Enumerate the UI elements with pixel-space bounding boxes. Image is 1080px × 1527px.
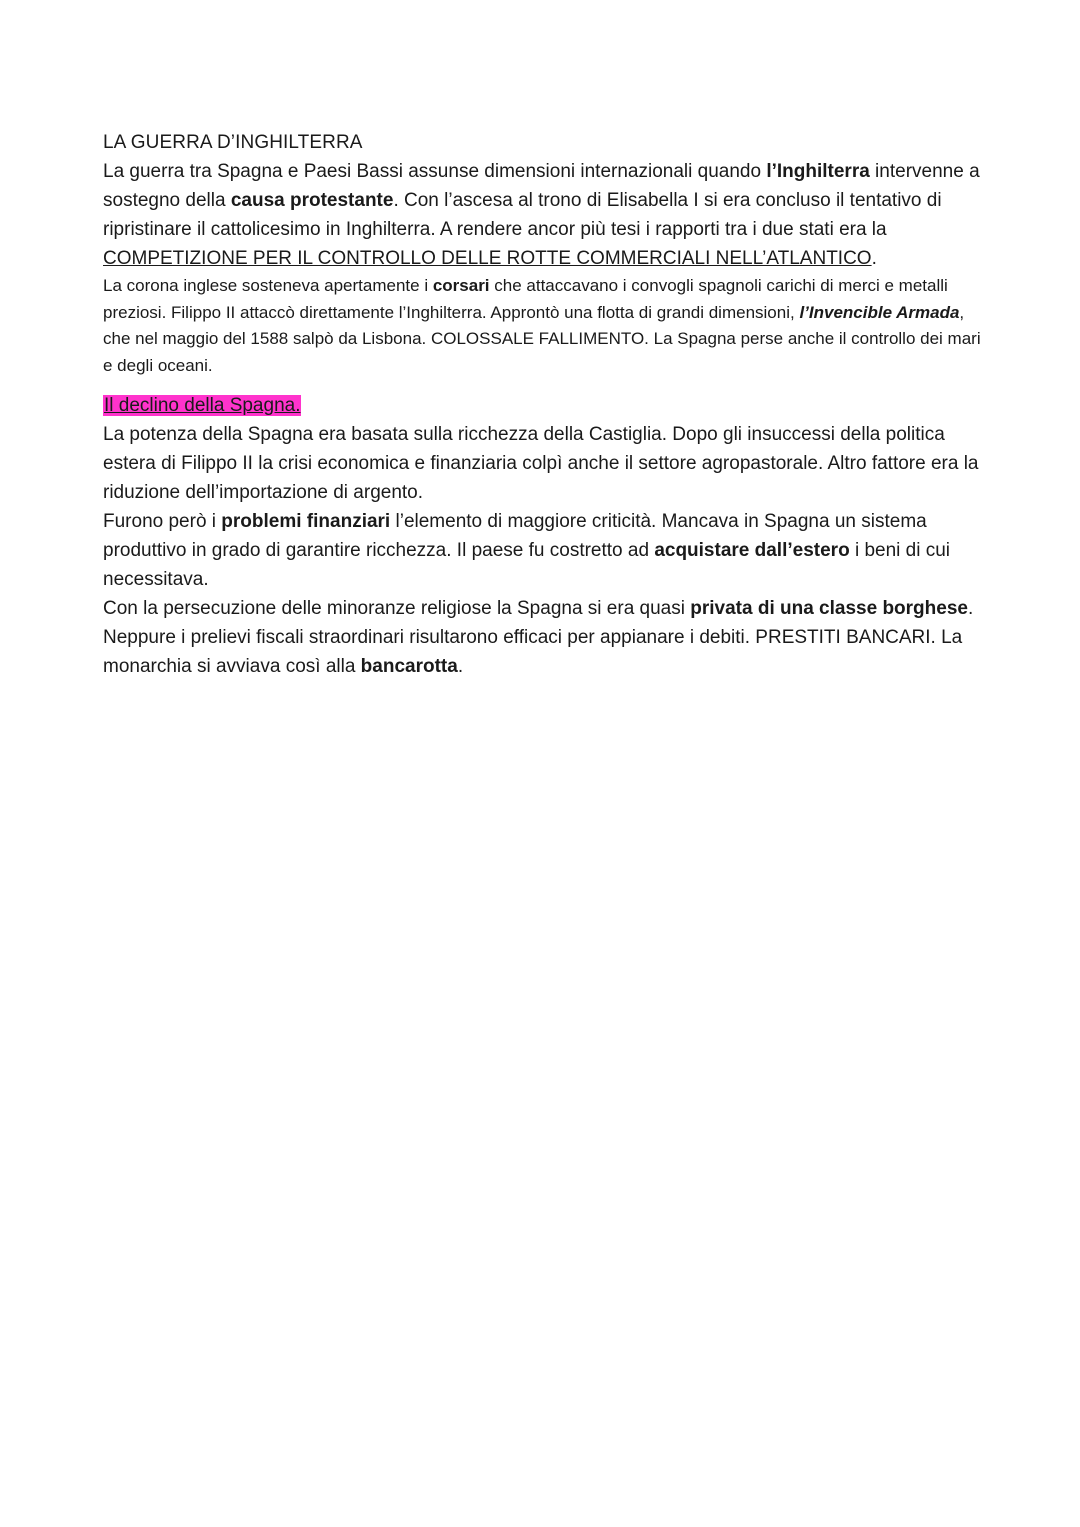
text-run: . Con l’ascesa al trono di Elisabella I si era concluso il tentativo di ripristinare il cattolicesimo in Inghilterra. A rendere ancor più tesi i rapporti tra i due stati era la	[103, 190, 942, 240]
document-body	[103, 128, 983, 681]
text-run: . Neppure i prelievi fiscali straordinari risultarono efficaci per appianare i debiti. PRESTITI BANCARI. La monarchia si avviava così alla	[103, 598, 974, 677]
paragraph-guerra-intro	[103, 157, 983, 273]
bold-text: privata di una classe borghese	[690, 598, 968, 619]
bold-text: l’Invencible Armada	[799, 302, 960, 322]
paragraph-potenza-spagna	[103, 420, 983, 507]
section-title-guerra-inghilterra: LA GUERRA D’INGHILTERRA	[103, 132, 363, 153]
underlined-text: COMPETIZIONE PER IL CONTROLLO DELLE ROTTE COMMERCIALI NELL’ATLANTICO	[103, 248, 872, 269]
text-run: .	[457, 656, 464, 677]
text-run: intervenne a sostegno della	[103, 161, 980, 211]
bold-text: acquistare dall’estero	[654, 540, 850, 561]
bold-text: bancarotta	[360, 656, 458, 677]
bold-text: corsari	[432, 276, 490, 295]
text-run: Furono però i	[103, 511, 222, 532]
bold-text: problemi finanziari	[221, 511, 391, 532]
text-run: Con la persecuzione delle minoranze religiose la Spagna si era quasi	[103, 598, 691, 619]
paragraph-corsari-armada	[103, 273, 983, 379]
text-run: , che nel maggio del 1588 salpò da Lisbona. COLOSSALE FALLIMENTO. La Spagna perse anche il controllo dei mari e degli oceani.	[103, 302, 981, 375]
text-run: i beni di cui necessitava.	[103, 540, 951, 590]
paragraph-persecuzione-bancarotta	[103, 594, 983, 681]
text-run: La corona inglese sosteneva apertamente i	[103, 276, 433, 295]
highlighted-heading-declino: Il declino della Spagna.	[104, 395, 301, 416]
text-run: che attaccavano i convogli spagnoli carichi di merci e metalli preziosi. Filippo II attaccò direttamente l’Inghilterra. Approntò una flotta di grandi dimensioni,	[103, 276, 948, 322]
bold-text: causa protestante	[230, 190, 394, 211]
text-run: La potenza della Spagna era basata sulla ricchezza della Castiglia. Dopo gli insuccessi della politica estera di Filippo II la crisi economica e finanziaria colpì anche il settore agropastorale. Altro fattore era la riduzione dell’importazione di argento.	[103, 424, 979, 503]
text-run: l’elemento di maggiore criticità. Mancava in Spagna un sistema produttivo in grado di garantire ricchezza. Il paese fu costretto ad	[103, 511, 927, 561]
section-spacer	[103, 379, 983, 391]
bold-text: l’Inghilterra	[766, 161, 870, 182]
text-run: La guerra tra Spagna e Paesi Bassi assunse dimensioni internazionali quando	[103, 161, 767, 182]
paragraph-problemi-finanziari	[103, 507, 983, 594]
text-run: .	[871, 248, 877, 269]
section-heading-declino	[103, 391, 983, 420]
